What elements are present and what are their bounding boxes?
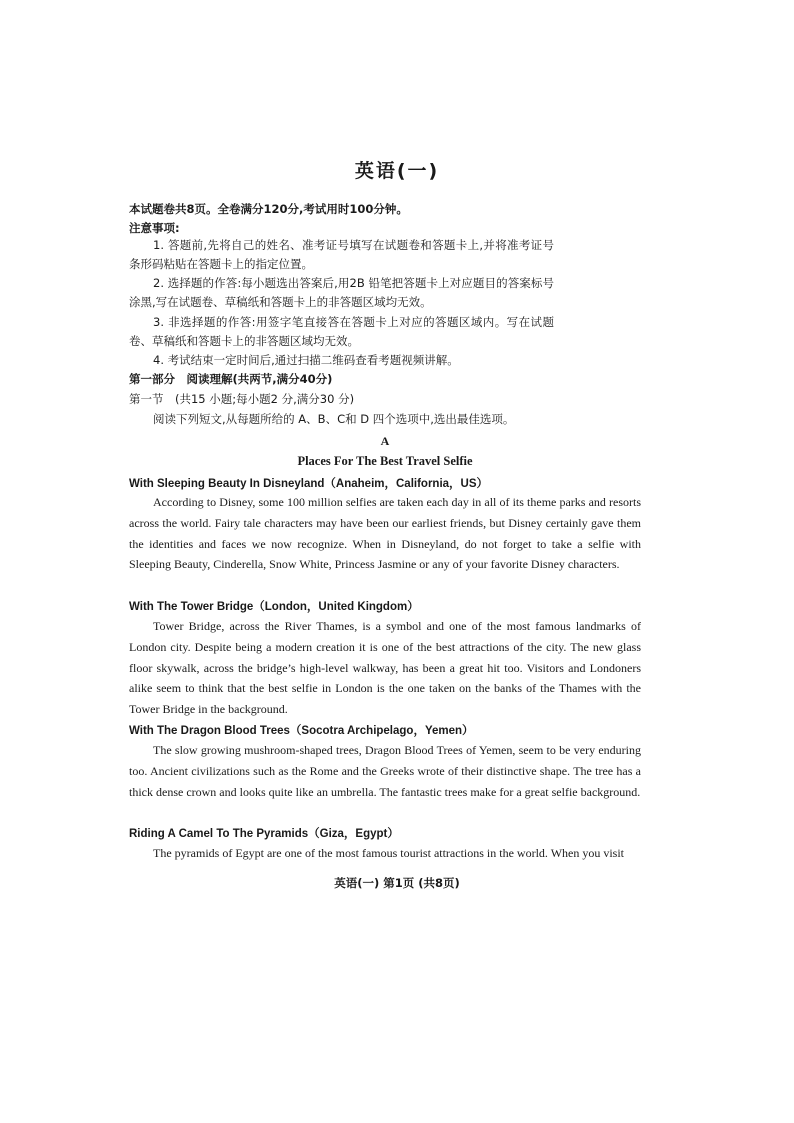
section-heading-tower-bridge: With The Tower Bridge（London，United Kingdom） [129, 601, 419, 613]
notice-2: 2. 选择题的作答:每小题选出答案后,用2B 铅笔把答题卡上对应题目的答案标号涂黑,写在试题卷、草稿纸和答题卡上的非答题区域均无效。 [129, 276, 554, 309]
passage-title: Places For The Best Travel Selfie [297, 454, 473, 468]
notice-1: 1. 答题前,先将自己的姓名、准考证号填写在试题卷和答题卡上,并将准考证号条形码粘贴在答题卡上的指定位置。 [129, 238, 554, 271]
passage-label: A [380, 434, 390, 448]
part-heading: 第一部分 阅读理解(共两节,满分40分) [129, 372, 333, 386]
paragraph-tower-bridge: Tower Bridge, across the River Thames, is a symbol and one of the most famous landmarks of London city. Despite being a modern creation it is one of the best attractions of the city. The new glass floor skywalk, across the bridge’s high-level walkway, has been a great hit too. Visitors and Londoners alike seem to think that the best selfie in London is the one taken on the banks of the Thames with the Tower Bridge in the background. [129, 619, 641, 717]
exam-info: 本试题卷共8页。全卷满分120分,考试用时100分钟。 [129, 202, 408, 216]
section-heading-disneyland: With Sleeping Beauty In Disneyland（Anaheim，California，US） [129, 478, 489, 490]
notice-4: 4. 考试结束一定时间后,通过扫描二维码查看考题视频讲解。 [153, 353, 459, 367]
section-heading: 第一节 (共15 小题;每小题2 分,满分30 分) [129, 392, 355, 406]
paragraph-pyramids: The pyramids of Egypt are one of the most famous tourist attractions in the world. When you visit [153, 846, 625, 860]
section-heading-pyramids: Riding A Camel To The Pyramids（Giza，Egypt） [129, 828, 399, 840]
paragraph-disneyland: According to Disney, some 100 million selfies are taken each day in all of its theme parks and resorts across the world. Fairy tale characters may have been our earliest friends, but Disney certainly gave them the identities and faces we now recognize. When in Disneyland, do not forget to take a selfie with Sleeping Beauty, Cinderella, Snow White, Princess Jasmine or any of your favorite Disney characters. [129, 495, 641, 572]
section-heading-dragon-blood: With The Dragon Blood Trees（Socotra Archipelago，Yemen） [129, 725, 474, 737]
notice-title: 注意事项: [129, 221, 180, 235]
page-footer: 英语(一) 第1页 (共8页) [334, 876, 460, 890]
notice-3: 3. 非选择题的作答:用签字笔直接答在答题卡上对应的答题区域内。写在试题卷、草稿纸和答题卡上的非答题区域均无效。 [129, 315, 554, 348]
instruction-text: 阅读下列短文,从每题所给的 A、B、C和 D 四个选项中,选出最佳选项。 [153, 412, 515, 426]
paragraph-dragon-blood: The slow growing mushroom-shaped trees, Dragon Blood Trees of Yemen, seem to be very enduring too. Ancient civilizations such as the Rome and the Greeks wrote of their distinctive shape. The tree has a thick dense crown and looks quite like an umbrella. The fantastic trees make for a great selfie background. [129, 743, 641, 799]
page-title: 英语(一) [354, 160, 440, 182]
